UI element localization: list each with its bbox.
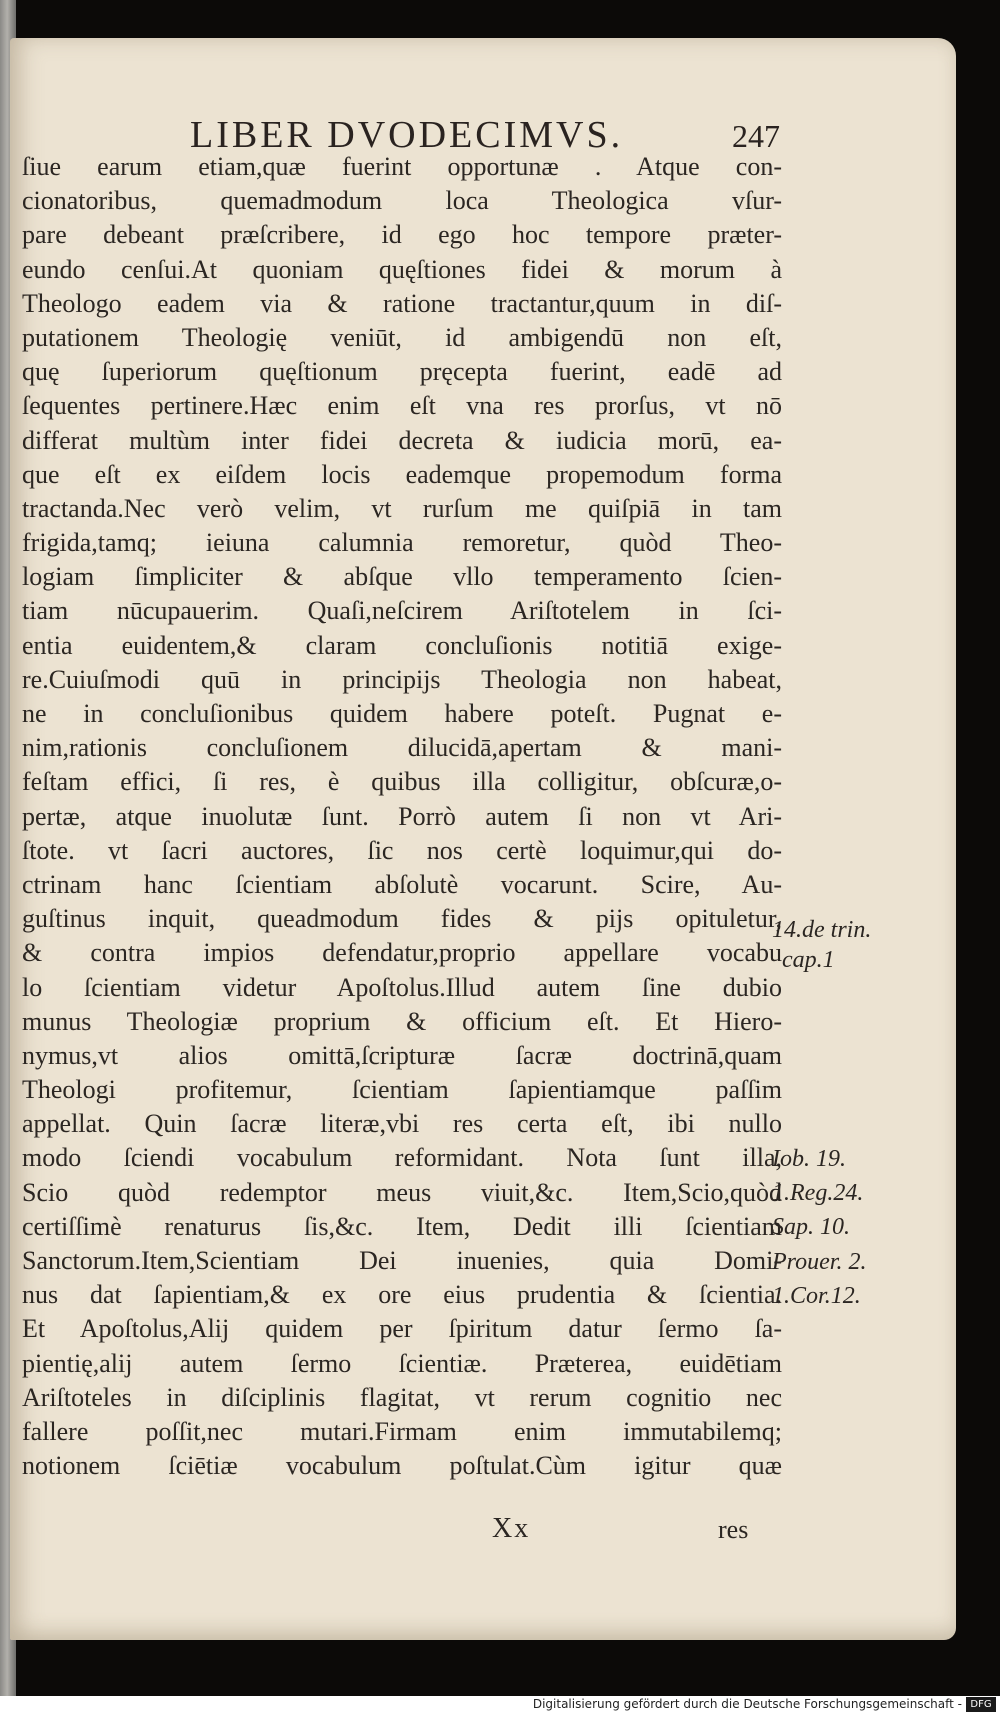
text-line: putationem Theologię veniūt, id ambigendū non eſt, — [22, 322, 782, 352]
text-line: tiam nūcupauerim. Quaſi,neſcirem Ariſtotelem in ſci- — [22, 596, 782, 626]
text-line: fallere poſſit,nec mutari.Firmam enim immutabilemq; — [22, 1416, 782, 1446]
marginal-note: 1.Reg.24. — [772, 1180, 864, 1206]
text-line: lo ſcientiam videtur Apoſtolus.Illud autem ſine dubio — [22, 972, 782, 1002]
text-line: modo ſciendi vocabulum reformidant. Nota ſunt illa, — [22, 1143, 782, 1173]
text-line: Ariſtoteles in diſciplinis flagitat, vt rerum cognitio nec — [22, 1382, 782, 1412]
text-line: que eſt ex eiſdem locis eademque propemodum forma — [22, 459, 782, 489]
text-line: feſtam effici, ſi res, è quibus illa colligitur, obſcuræ,o- — [22, 767, 782, 797]
text-line: Scio quòd redemptor meus viuit,&c. Item,Scio,quòd — [22, 1177, 782, 1207]
text-line: tractanda.Nec verò velim, vt rurſum me quiſpiā in tam — [22, 493, 782, 523]
text-line: Theologo eadem via & ratione tractantur,quum in diſ- — [22, 288, 782, 318]
signature-mark: Xx — [492, 1513, 531, 1544]
dfg-logo-icon: DFG — [966, 1697, 996, 1712]
marginal-note: Iob. 19. — [772, 1146, 846, 1172]
text-line: pertæ, atque inuolutæ ſunt. Porrò autem ſi non vt Ari- — [22, 801, 782, 831]
text-line: ne in concluſionibus quidem habere poteſt. Pugnat e- — [22, 699, 782, 728]
text-line: guſtinus inquit, queadmodum fides & pijs opituletur, — [22, 904, 782, 934]
marginal-note: 1.Cor.12. — [772, 1283, 861, 1309]
catchword: res — [718, 1515, 749, 1544]
text-line: differat multùm inter fidei decreta & iudicia morū, ea- — [22, 425, 782, 455]
text-line: nymus,vt alios omittā,ſcripturæ ſacræ doctrinā,quam — [22, 1040, 782, 1070]
marginal-note: cap.1 — [782, 947, 835, 973]
text-line: ſtote. vt ſacri auctores, ſic nos certè loquimur,qui do- — [22, 835, 782, 865]
text-line: nus dat ſapientiam,& ex ore eius prudentia & ſcientia. — [22, 1280, 782, 1310]
text-line: re.Cuiuſmodi quū in principijs Theologia non habeat, — [22, 664, 782, 694]
text-line: certiſſimè renaturus ſis,&c. Item, Dedit illi ſcientiam — [22, 1211, 782, 1241]
text-line: ſequentes pertinere.Hæc enim eſt vna res prorſus, vt nō — [22, 391, 782, 421]
text-line: logiam ſimpliciter & abſque vllo temperamento ſcien- — [22, 562, 782, 592]
text-line: Sanctorum.Item,Scientiam Dei inuenies, quia Domi- — [22, 1246, 782, 1275]
text-line: cionatoribus, quemadmodum loca Theologica vſur- — [22, 186, 782, 216]
page-number: 247 — [732, 118, 780, 154]
text-line: ctrinam hanc ſcientiam abſolutè vocarunt. Scire, Au- — [22, 869, 782, 899]
text-line: & contra impios defendatur,proprio appellare vocabu — [22, 938, 782, 968]
text-line: munus Theologiæ proprium & officium eſt. Et Hiero- — [22, 1006, 782, 1036]
text-line: pientię,alij autem ſermo ſcientiæ. Præterea, euidētiam — [22, 1348, 782, 1378]
text-line: eundo cenſui.At quoniam quęſtiones fidei & morum à — [22, 254, 782, 284]
marginal-note: Prouer. 2. — [772, 1249, 867, 1275]
text-line: frigida,tamq; ieiuna calumnia remoretur, quòd Theo- — [22, 528, 782, 558]
text-line: Theologi profitemur, ſcientiam ſapientiamque paſſim — [22, 1075, 782, 1105]
footer-text: Digitalisierung gefördert durch die Deutsche Forschungsgemeinschaft - — [532, 1697, 962, 1711]
running-title: LIBER DVODECIMVS. — [190, 114, 624, 156]
text-line: Et Apoſtolus,Alij quidem per ſpiritum datur ſermo ſa- — [22, 1314, 782, 1344]
marginal-note: Sap. 10. — [772, 1214, 850, 1240]
marginal-note: 14.de trin. — [772, 917, 872, 943]
text-line: pare debeant præſcribere, id ego hoc tempore præter- — [22, 220, 782, 250]
page-header — [0, 78, 1000, 156]
digitization-footer — [0, 1696, 1000, 1715]
body-text — [22, 150, 782, 1483]
text-line: entia euidentem,& claram concluſionis notitiā exige- — [22, 630, 782, 660]
text-line: quę ſuperiorum quęſtionum pręcepta fuerint, eadē ad — [22, 357, 782, 387]
text-line: ſiue earum etiam,quæ fuerint opportunæ . Atque con- — [22, 152, 782, 181]
text-line: appellat. Quin ſacræ literæ,vbi res certa eſt, ibi nullo — [22, 1109, 782, 1139]
text-line: notionem ſciētiæ vocabulum poſtulat.Cùm igitur quæ — [22, 1451, 782, 1481]
text-line: nim,rationis concluſionem dilucidā,apertam & mani- — [22, 733, 782, 763]
